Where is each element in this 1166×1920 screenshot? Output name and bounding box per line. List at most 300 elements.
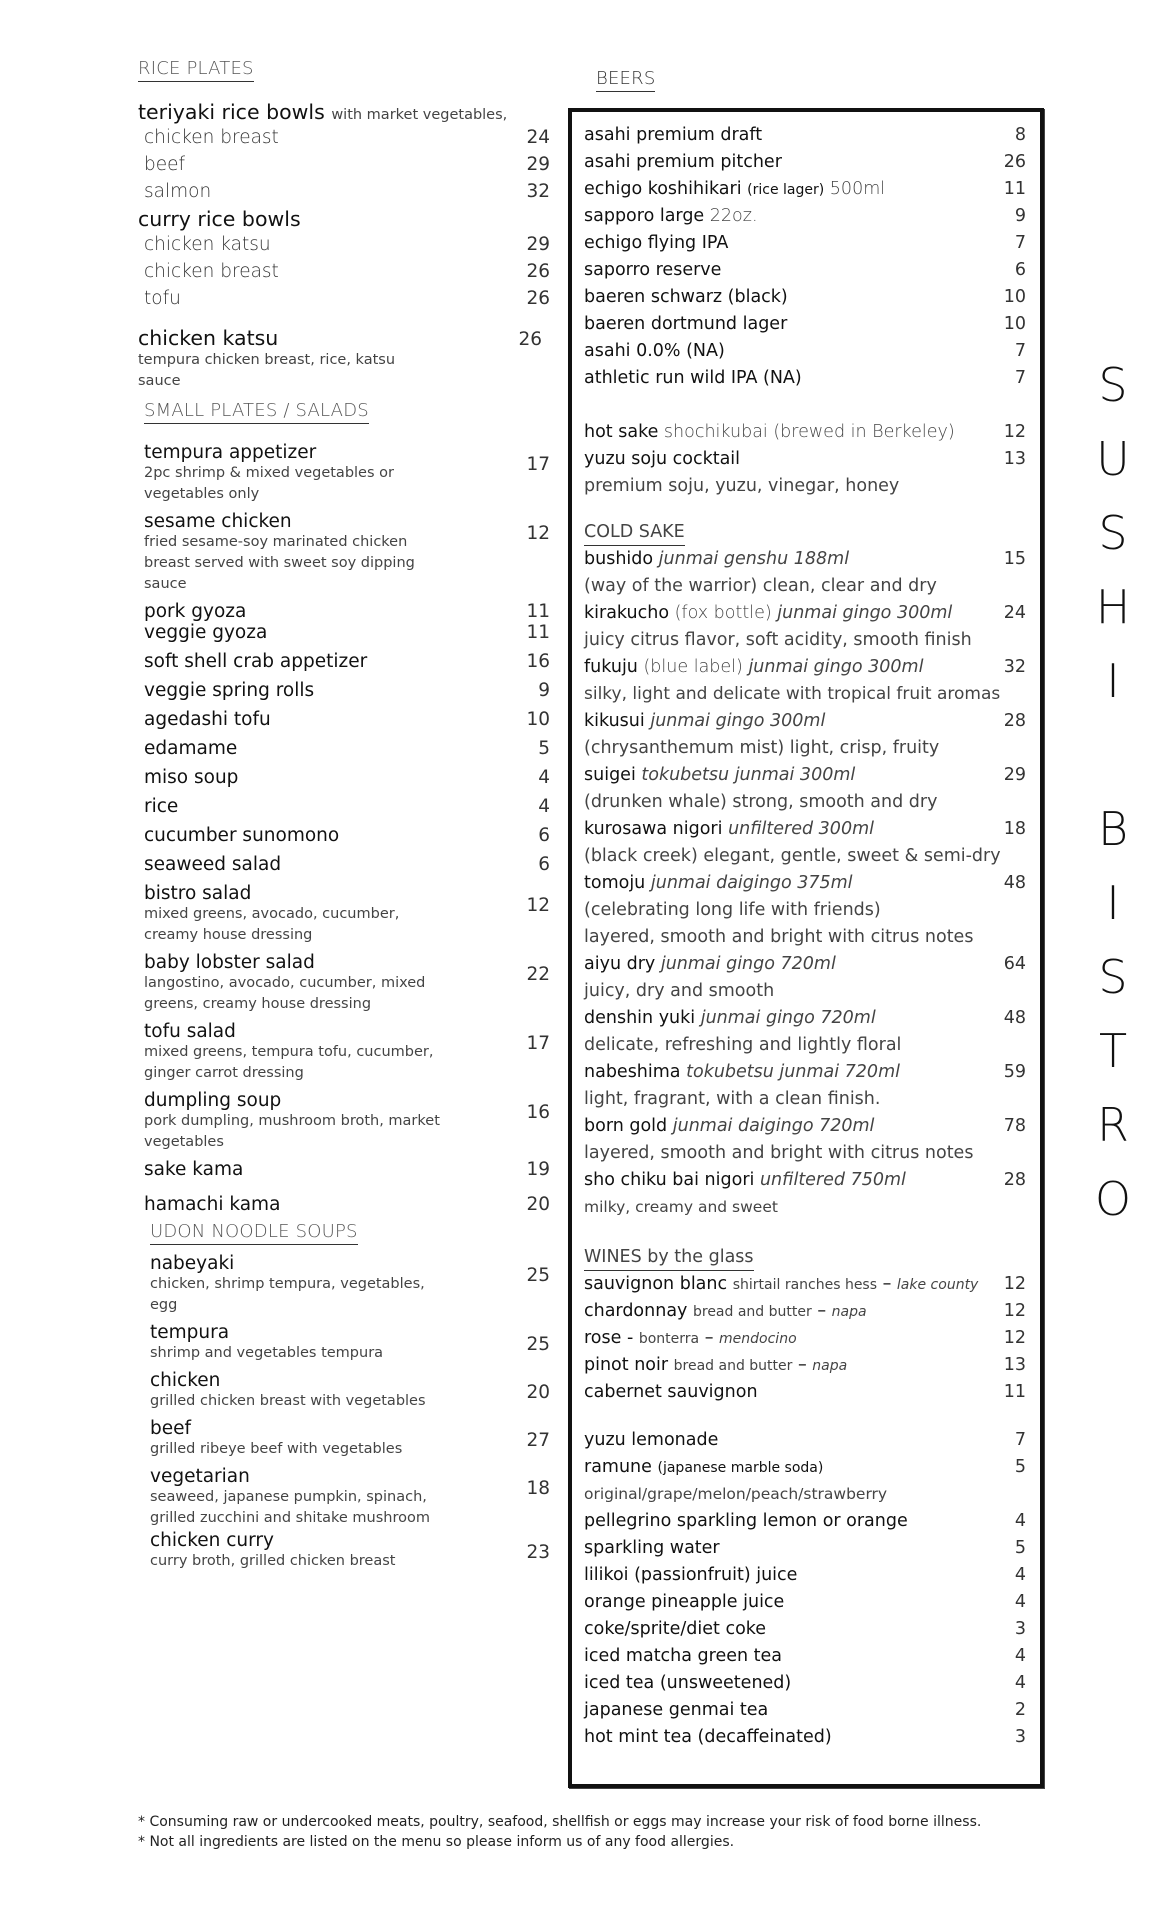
drink-item xyxy=(584,1616,1026,1643)
drink-price: 4 xyxy=(1014,1511,1026,1531)
drink-price: 7 xyxy=(1014,368,1026,388)
wines-heading: WINES by the glass xyxy=(584,1245,754,1271)
item-desc: fried sesame-soy marinated chicken breast served with sweet soy dipping sauce xyxy=(144,534,415,592)
item-price: 26 xyxy=(526,288,550,309)
drink-price: 4 xyxy=(1014,1565,1026,1585)
drink-name: asahi premium pitcher xyxy=(584,152,782,172)
drink-item xyxy=(584,1697,1026,1724)
item-desc: tempura chicken breast, rice, katsu sauce xyxy=(138,352,396,389)
drink-name-wrap xyxy=(584,149,782,176)
drink-name: orange pineapple juice xyxy=(584,1592,785,1612)
drink-price: 78 xyxy=(1003,1116,1026,1136)
drink-name: rose - xyxy=(584,1328,634,1348)
menu-item xyxy=(144,601,550,622)
drink-price: 28 xyxy=(1003,1170,1026,1190)
item-row xyxy=(144,1090,550,1123)
item-price: 4 xyxy=(538,796,550,817)
menu-item xyxy=(144,883,550,946)
drink-name: pinot noir xyxy=(584,1355,669,1375)
drink-name-wrap: pinot noir bread and butter – napa xyxy=(584,1355,848,1375)
drink-name: sauvignon blanc xyxy=(584,1274,728,1294)
drink-price: 9 xyxy=(1014,206,1026,226)
drink-item xyxy=(584,1059,1026,1086)
item-name: baby lobster salad xyxy=(144,952,315,973)
drink-name-wrap xyxy=(584,365,802,392)
drink-price: 6 xyxy=(1014,260,1026,280)
drink-name-wrap xyxy=(584,311,787,338)
item-name: agedashi tofu xyxy=(144,709,271,730)
drink-price: 10 xyxy=(1003,287,1026,307)
drink-price: 32 xyxy=(1003,657,1026,677)
drink-item xyxy=(584,1113,1026,1140)
drink-name: iced tea (unsweetened) xyxy=(584,1673,792,1693)
drink-item xyxy=(584,284,1026,311)
item-price: 5 xyxy=(538,738,550,759)
item-name: chicken katsu xyxy=(144,234,271,255)
drink-name-wrap xyxy=(584,1508,908,1535)
drink-price: 18 xyxy=(1003,819,1026,839)
wine-detail: bread and butter xyxy=(692,1304,812,1320)
drink-item xyxy=(584,1454,1026,1481)
title-gap xyxy=(1086,718,1140,792)
item-name: miso soup xyxy=(144,767,239,788)
drink-name-wrap xyxy=(584,1167,906,1194)
drink-price: 12 xyxy=(1003,422,1026,442)
item-desc: langostino, avocado, cucumber, mixed greens, creamy house dressing xyxy=(144,975,426,1012)
menu-item xyxy=(144,709,550,730)
drink-style: unfiltered 300ml xyxy=(728,819,874,839)
drink-desc: (drunken whale) strong, smooth and dry xyxy=(584,792,938,812)
title-letter: O xyxy=(1094,1172,1132,1226)
item-name: beef xyxy=(150,1418,192,1439)
item-row xyxy=(144,622,550,643)
item-name: hamachi kama xyxy=(144,1194,281,1215)
drink-item xyxy=(584,1005,1026,1032)
drink-name: lilikoi (passionfruit) juice xyxy=(584,1565,798,1585)
item-price: 12 xyxy=(526,895,550,916)
drink-style: junmai gingo 300ml xyxy=(777,603,953,623)
drink-style: junmai daigingo 720ml xyxy=(672,1116,875,1136)
cold-sake-heading: COLD SAKE xyxy=(584,520,685,546)
footer-note: * Not all ingredients are listed on the menu so please inform us of any food allergies. xyxy=(138,1834,735,1850)
item-name: soft shell crab appetizer xyxy=(144,651,368,672)
drink-style: tokubetsu junmai 720ml xyxy=(686,1062,900,1082)
item-price: 16 xyxy=(526,1102,550,1123)
item-price: 23 xyxy=(526,1542,550,1563)
drink-style: junmai daigingo 375ml xyxy=(650,873,853,893)
drink-name-wrap xyxy=(584,122,762,149)
menu-item xyxy=(144,1021,550,1084)
drink-name: asahi premium draft xyxy=(584,125,763,145)
drink-item xyxy=(584,1298,1026,1325)
drink-item xyxy=(584,708,1026,735)
drink-desc: juicy citrus flavor, soft acidity, smooth finish xyxy=(584,630,972,650)
item-price: 11 xyxy=(526,622,550,643)
item-row xyxy=(144,1194,550,1215)
drink-style: junmai gingo 720ml xyxy=(700,1008,876,1028)
title-letter: S xyxy=(1098,950,1128,1004)
drink-name-wrap xyxy=(584,1589,784,1616)
menu-item xyxy=(144,825,550,846)
title-letter: B xyxy=(1097,802,1129,856)
menu-item xyxy=(138,285,550,312)
drink-name-wrap xyxy=(584,338,725,365)
item-desc: mixed greens, avocado, cucumber, creamy house dressing xyxy=(144,906,400,943)
title-letter: H xyxy=(1095,580,1131,634)
item-name: sesame chicken xyxy=(144,511,292,532)
drink-name: nabeshima xyxy=(584,1062,681,1082)
item-row xyxy=(144,767,550,788)
drink-desc: milky, creamy and sweet xyxy=(584,1198,778,1216)
menu-item xyxy=(144,651,550,672)
restaurant-title xyxy=(1086,348,1140,1236)
item-name: nabeyaki xyxy=(150,1253,235,1274)
drink-name: coke/sprite/diet coke xyxy=(584,1619,767,1639)
drink-name: suigei xyxy=(584,765,636,785)
menu-item xyxy=(144,1159,550,1180)
item-name: tempura appetizer xyxy=(144,442,317,463)
food-column xyxy=(138,58,550,1572)
drink-name-wrap xyxy=(584,1697,768,1724)
drink-style: tokubetsu junmai 300ml xyxy=(641,765,856,785)
item-row xyxy=(144,1021,550,1054)
drink-price: 29 xyxy=(1003,765,1026,785)
item-price: 25 xyxy=(526,1265,550,1286)
drink-item xyxy=(584,1670,1026,1697)
item-desc: mixed greens, tempura tofu, cucumber, ginger carrot dressing xyxy=(144,1044,434,1081)
drink-name: yuzu lemonade xyxy=(584,1430,719,1450)
drink-item xyxy=(584,546,1026,573)
item-price: 18 xyxy=(526,1478,550,1499)
drink-name-wrap: chardonnay bread and butter – napa xyxy=(584,1301,867,1321)
menu-item xyxy=(144,854,550,875)
drink-item xyxy=(584,762,1026,789)
menu-item xyxy=(138,124,550,151)
drink-name-wrap xyxy=(584,257,721,284)
drink-name-wrap xyxy=(584,600,952,627)
menu-item xyxy=(144,511,550,595)
drink-note-small: (rice lager) xyxy=(747,182,825,198)
menu-item-chicken-katsu xyxy=(138,326,550,350)
udon-section xyxy=(138,1221,550,1572)
menu-item xyxy=(144,1090,550,1153)
item-price: 17 xyxy=(526,454,550,475)
drink-name-wrap xyxy=(584,1113,874,1140)
drink-extra: shochikubai (brewed in Berkeley) xyxy=(663,422,955,442)
drink-price: 2 xyxy=(1014,1700,1026,1720)
item-name: chicken breast xyxy=(144,261,279,282)
title-letter: T xyxy=(1098,1024,1128,1078)
drink-price: 5 xyxy=(1014,1457,1026,1477)
drink-name-wrap xyxy=(584,654,923,681)
item-name: chicken breast xyxy=(144,127,279,148)
drink-desc: premium soju, yuzu, vinegar, honey xyxy=(584,476,900,496)
drink-style: junmai gingo 720ml xyxy=(660,954,836,974)
drink-name-wrap xyxy=(584,176,885,204)
drink-price: 13 xyxy=(1003,1355,1026,1375)
drink-name: born gold xyxy=(584,1116,668,1136)
wine-region: napa xyxy=(812,1358,848,1374)
drink-name: baeren schwarz (black) xyxy=(584,287,788,307)
drink-name: iced matcha green tea xyxy=(584,1646,783,1666)
item-desc: shrimp and vegetables tempura xyxy=(150,1345,384,1361)
drink-price: 7 xyxy=(1014,233,1026,253)
drink-name: kirakucho xyxy=(584,603,670,623)
drink-name: saporro reserve xyxy=(584,260,722,280)
footer-note: * Consuming raw or undercooked meats, poultry, seafood, shellfish or eggs may increase your risk of food borne illness. xyxy=(138,1814,982,1830)
beers-heading-wrap xyxy=(596,68,655,92)
drink-style: junmai genshu 188ml xyxy=(658,549,850,569)
title-letter: I xyxy=(1106,654,1120,708)
drink-price: 4 xyxy=(1014,1592,1026,1612)
drink-desc: silky, light and delicate with tropical fruit aromas xyxy=(584,684,1001,704)
drink-name-wrap xyxy=(584,1562,797,1589)
drink-name: ramune xyxy=(584,1457,652,1477)
item-name: salmon xyxy=(144,181,212,202)
drink-name: pellegrino sparkling lemon or orange xyxy=(584,1511,908,1531)
drink-name-wrap xyxy=(584,1427,718,1454)
wine-region: lake county xyxy=(896,1277,979,1293)
drink-name: chardonnay xyxy=(584,1301,688,1321)
item-price: 32 xyxy=(526,181,550,202)
drink-name: athletic run wild IPA (NA) xyxy=(584,368,802,388)
item-desc: pork dumpling, mushroom broth, market vegetables xyxy=(144,1113,440,1150)
drink-item xyxy=(584,1271,1026,1298)
item-row xyxy=(150,1253,550,1286)
drinks-list xyxy=(584,122,1026,1751)
item-name: cucumber sunomono xyxy=(144,825,340,846)
item-name: beef xyxy=(144,154,186,175)
drink-item xyxy=(584,1724,1026,1751)
drink-name-wrap xyxy=(584,284,788,311)
drink-item xyxy=(584,1379,1026,1406)
rice-plates-heading: RICE PLATES xyxy=(138,58,254,82)
item-price: 12 xyxy=(526,523,550,544)
drink-name: echigo koshihikari xyxy=(584,179,742,199)
drink-name: japanese genmai tea xyxy=(584,1700,769,1720)
item-price: 19 xyxy=(526,1159,550,1180)
drinks-box xyxy=(568,108,1044,1788)
menu-item xyxy=(150,1253,550,1316)
item-desc: seaweed, japanese pumpkin, spinach, grilled zucchini and shitake mushroom xyxy=(150,1489,430,1526)
item-name: edamame xyxy=(144,738,238,759)
drink-price: 59 xyxy=(1003,1062,1026,1082)
drink-item xyxy=(584,149,1026,176)
drink-style: junmai gingo 300ml xyxy=(650,711,826,731)
drink-name: cabernet sauvignon xyxy=(584,1382,758,1402)
menu-item xyxy=(138,258,550,285)
teriyaki-note: with market vegetables, xyxy=(331,107,508,123)
menu-item xyxy=(144,1194,550,1215)
drink-extra: 500ml xyxy=(829,179,886,199)
drink-name-wrap xyxy=(584,1616,766,1643)
title-letter: R xyxy=(1097,1098,1129,1152)
item-price: 6 xyxy=(538,825,550,846)
drink-price: 5 xyxy=(1014,1538,1026,1558)
title-letter: S xyxy=(1098,358,1128,412)
drink-name: bushido xyxy=(584,549,654,569)
drink-name-wrap xyxy=(584,951,836,978)
item-price: 16 xyxy=(526,651,550,672)
teriyaki-group-title xyxy=(138,100,550,124)
menu-item xyxy=(144,442,550,505)
drink-desc: light, fragrant, with a clean finish. xyxy=(584,1089,881,1109)
drink-name: fukuju xyxy=(584,657,638,677)
drink-price: 12 xyxy=(1003,1301,1026,1321)
drink-item xyxy=(584,1643,1026,1670)
wine-detail: bonterra xyxy=(638,1331,700,1347)
menu-item xyxy=(150,1370,550,1412)
item-name: rice xyxy=(144,796,179,817)
item-name: tofu xyxy=(144,288,181,309)
drink-desc: (chrysanthemum mist) light, crisp, fruity xyxy=(584,738,940,758)
item-name: pork gyoza xyxy=(144,601,247,622)
drink-name-wrap xyxy=(584,870,853,897)
small-plates-heading: SMALL PLATES / SALADS xyxy=(144,400,369,424)
drink-price: 11 xyxy=(1003,1382,1026,1402)
drink-price: 13 xyxy=(1003,449,1026,469)
item-price: 10 xyxy=(526,709,550,730)
item-price: 9 xyxy=(538,680,550,701)
item-price: 6 xyxy=(538,854,550,875)
wine-detail: bread and butter xyxy=(673,1358,793,1374)
drink-name: echigo flying IPA xyxy=(584,233,729,253)
item-row xyxy=(144,738,550,759)
drink-price: 15 xyxy=(1003,549,1026,569)
drink-price: 4 xyxy=(1014,1673,1026,1693)
drink-desc: original/grape/melon/peach/strawberry xyxy=(584,1485,888,1503)
drink-price: 7 xyxy=(1014,1430,1026,1450)
item-name: dumpling soup xyxy=(144,1090,282,1111)
item-name: tempura xyxy=(150,1322,230,1343)
drink-price: 10 xyxy=(1003,314,1026,334)
item-name: chicken curry xyxy=(150,1530,274,1551)
item-price: 26 xyxy=(518,329,542,350)
drink-name: aiyu dry xyxy=(584,954,656,974)
drink-item xyxy=(584,1427,1026,1454)
item-row xyxy=(144,825,550,846)
drink-name-wrap xyxy=(584,1454,823,1482)
drink-price: 3 xyxy=(1014,1619,1026,1639)
drink-name-wrap xyxy=(584,816,874,843)
drink-item xyxy=(584,816,1026,843)
drink-item xyxy=(584,122,1026,149)
small-plates-section xyxy=(138,400,550,1215)
drink-style: unfiltered 750ml xyxy=(759,1170,906,1190)
drink-name: asahi 0.0% (NA) xyxy=(584,341,725,361)
item-name: sake kama xyxy=(144,1159,244,1180)
drink-item xyxy=(584,1167,1026,1194)
item-row xyxy=(144,442,550,475)
menu-item xyxy=(150,1418,550,1460)
drink-paren: (fox bottle) xyxy=(674,603,772,623)
drink-name-wrap xyxy=(584,546,849,573)
menu-item xyxy=(144,622,550,643)
item-name: chicken katsu xyxy=(138,326,279,350)
item-name: veggie spring rolls xyxy=(144,680,315,701)
drink-desc: juicy, dry and smooth xyxy=(584,981,775,1001)
drink-item-hot-sake xyxy=(584,419,1026,446)
drink-price: 11 xyxy=(1003,179,1026,199)
item-desc: 2pc shrimp & mixed vegetables or vegetables only xyxy=(144,465,394,502)
drink-desc: (way of the warrior) clean, clear and dry xyxy=(584,576,937,596)
drink-price: 48 xyxy=(1003,873,1026,893)
item-price: 24 xyxy=(526,127,550,148)
drink-name-wrap xyxy=(584,230,728,257)
drink-price: 26 xyxy=(1003,152,1026,172)
menu-item xyxy=(138,151,550,178)
drink-item xyxy=(584,311,1026,338)
drink-name-wrap xyxy=(584,1535,720,1562)
drink-item xyxy=(584,203,1026,230)
drink-item xyxy=(584,1325,1026,1352)
drink-name-wrap xyxy=(584,1059,900,1086)
drink-name: kurosawa nigori xyxy=(584,819,723,839)
drink-price: 24 xyxy=(1003,603,1026,623)
menu-item xyxy=(144,952,550,1015)
wine-detail: shirtail ranches hess xyxy=(732,1277,878,1293)
rice-plates-section xyxy=(138,58,550,392)
menu-item xyxy=(144,767,550,788)
drink-name: sho chiku bai nigori xyxy=(584,1170,755,1190)
drink-item xyxy=(584,600,1026,627)
item-row xyxy=(150,1466,550,1499)
drink-price: 12 xyxy=(1003,1328,1026,1348)
item-row xyxy=(144,680,550,701)
item-name: vegetarian xyxy=(150,1466,250,1487)
drink-desc: delicate, refreshing and lightly floral xyxy=(584,1035,902,1055)
menu-item xyxy=(144,738,550,759)
item-row xyxy=(144,854,550,875)
drink-name-wrap xyxy=(584,1379,758,1406)
menu-item xyxy=(150,1530,550,1572)
menu-item xyxy=(150,1466,550,1529)
wine-region: napa xyxy=(831,1304,867,1320)
curry-title: curry rice bowls xyxy=(138,207,301,231)
item-desc: curry broth, grilled chicken breast xyxy=(150,1553,396,1569)
drink-item xyxy=(584,230,1026,257)
item-desc: chicken, shrimp tempura, vegetables, egg xyxy=(150,1276,425,1313)
beers-heading: BEERS xyxy=(596,68,655,92)
drink-price: 3 xyxy=(1014,1727,1026,1747)
item-row xyxy=(144,952,550,985)
drink-price: 7 xyxy=(1014,341,1026,361)
drink-name-wrap xyxy=(584,203,758,230)
item-name: chicken xyxy=(150,1370,221,1391)
drink-item xyxy=(584,365,1026,392)
item-price: 27 xyxy=(526,1430,550,1451)
item-price: 29 xyxy=(526,154,550,175)
item-name: tofu salad xyxy=(144,1021,236,1042)
drink-item xyxy=(584,1589,1026,1616)
drink-desc: (celebrating long life with friends) xyxy=(584,900,881,920)
drink-name: denshin yuki xyxy=(584,1008,696,1028)
item-price: 29 xyxy=(526,234,550,255)
drink-name-wrap: rose - bonterra – mendocino xyxy=(584,1328,797,1348)
menu-item xyxy=(150,1322,550,1364)
drink-price: 64 xyxy=(1003,954,1026,974)
drink-item xyxy=(584,1562,1026,1589)
item-row xyxy=(144,651,550,672)
item-name: veggie gyoza xyxy=(144,622,268,643)
drink-name-wrap xyxy=(584,1643,782,1670)
drink-item xyxy=(584,654,1026,681)
drink-desc: layered, smooth and bright with citrus notes xyxy=(584,1143,974,1163)
drink-item-soju xyxy=(584,446,1026,473)
drink-desc: (black creek) elegant, gentle, sweet & semi-dry xyxy=(584,846,1001,866)
item-row xyxy=(144,601,550,622)
wine-region: mendocino xyxy=(719,1331,797,1347)
